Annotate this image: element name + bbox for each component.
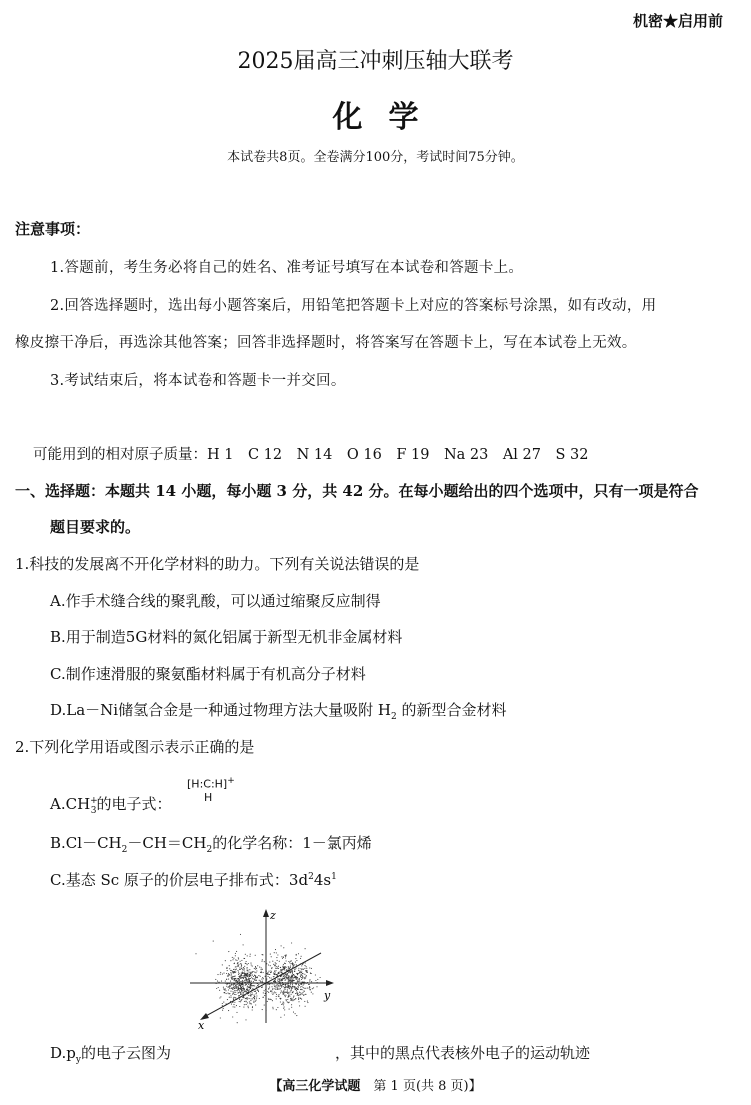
question-1-option-b: B.用于制造5G材料的氮化铝属于新型无机非金属材料 [50,628,403,646]
question-2-option-a: $A.CH^+_3$的电子式： [50,795,172,816]
question-2-option-c: C.基态 Sc 原子的价层电子排布式：$3d^24s^1$ [50,871,337,889]
question-1-stem: 1.科技的发展离不开化学材料的助力。下列有关说法错误的是 [15,555,420,573]
page-footer: 【高三化学试题 第 1 页(共 8 页)】 [269,1079,482,1094]
note-3: 3.考试结束后，将本试卷和答题卡一并交回。 [50,373,346,389]
question-1-option-c: C.制作速滑服的聚氨酯材料属于有机高分子材料 [50,665,366,683]
note-2-line-1: 2.回答选择题时，选出每小题答案后，用铅笔把答题卡上对应的答案标号涂黑，如有改动，用 [50,298,657,314]
notes-heading: 注意事项： [15,220,91,238]
question-1-option-a: A.作手术缝合线的聚乳酸，可以通过缩聚反应制得 [50,592,381,610]
question-1-option-d: D.La－Ni储氢合金是一种通过物理方法大量吸附 $H_2$ 的新型合金材料 [50,701,507,722]
question-2-option-d-cont: ，其中的黑点代表核外电子的运动轨迹 [335,1044,591,1062]
z-axis-arrow [263,909,269,917]
exam-info: 本试卷共8页。全卷满分100分，考试时间75分钟。 [227,150,524,165]
exam-title: 2025届高三冲刺压轴大联考 [237,49,514,74]
section-1-heading-cont: 题目要求的。 [50,518,141,536]
question-2-option-b: $B.Cl-CH_2-CH=CH_2$的化学名称：1－氯丙烯 [50,834,372,855]
atomic-masses: 可能用到的相对原子质量：H 1 C 12 N 14 O 16 F 19 Na 23 Al 27 S 32 [33,447,589,463]
note-2-line-2: 橡皮擦干净后，再选涂其他答案；回答非选择题时，将答案写在答题卡上，写在本试卷上无效。 [15,335,637,351]
z-axis-label: z [270,909,276,922]
question-2-option-d: $D.p_y$的电子云图为 [50,1044,171,1065]
p-orbital-cloud-diagram [186,905,346,1030]
subject-title: 化学 [332,100,445,135]
electron-dot-formula: [H:C:H]+ H [187,776,235,804]
electron-cloud-dots [195,934,320,1023]
y-axis-label: y [324,989,331,1002]
confidential-mark: 机密★启用前 [633,12,724,30]
question-2-stem: 2.下列化学用语或图示表示正确的是 [15,738,255,756]
section-1-heading: 一、选择题：本题共 14 小题，每小题 3 分，共 42 分。在每小题给出的四个选项中，只有一项是符合 [15,482,699,500]
y-axis-arrow [326,980,334,986]
note-1: 1.答题前，考生务必将自己的姓名、准考证号填写在本试卷和答题卡上。 [50,260,524,276]
x-axis-label: x [198,1019,205,1030]
